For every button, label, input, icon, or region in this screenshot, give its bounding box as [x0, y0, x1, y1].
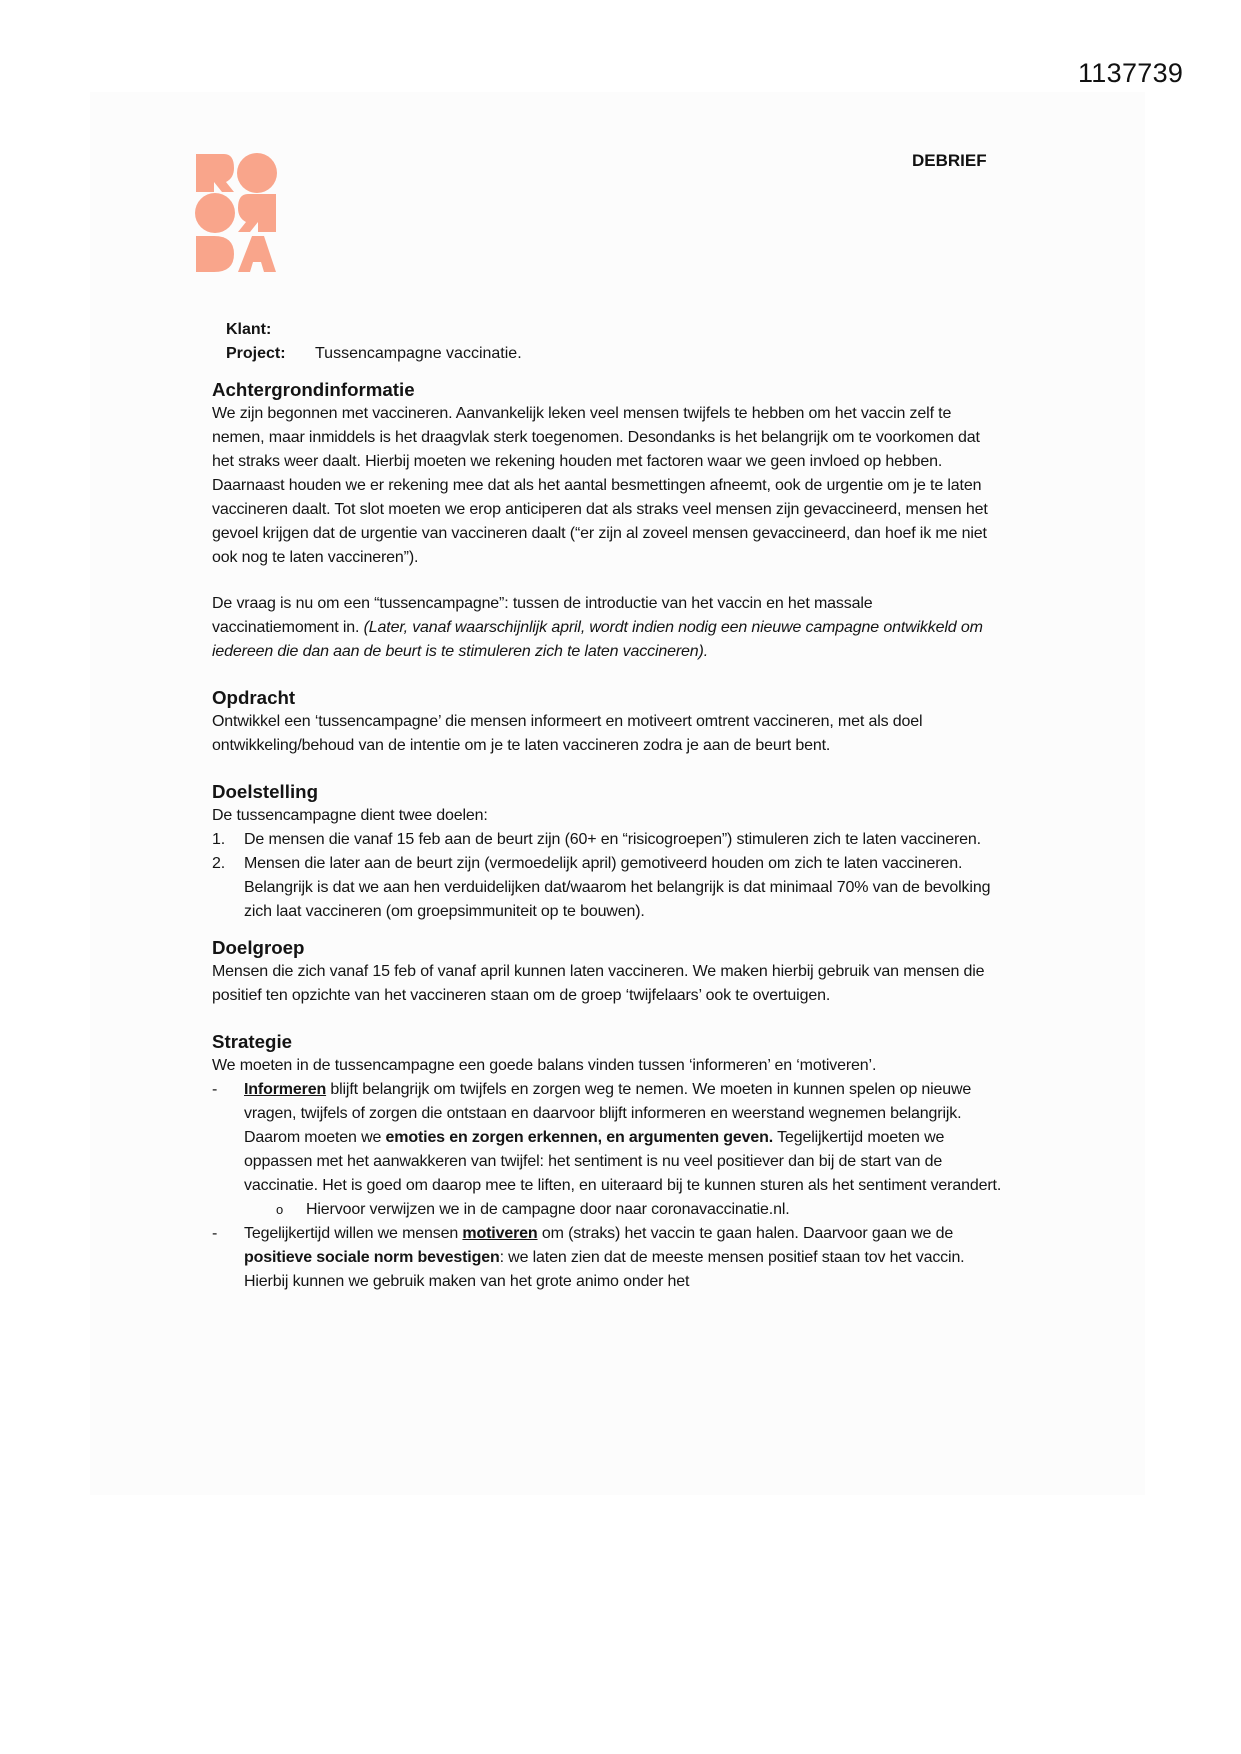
list-text: Hiervoor verwijzen we in de campagne door naar coronavaccinatie.nl.: [306, 1201, 790, 1218]
section-achtergrond: [212, 378, 1002, 664]
list-text: Mensen die later aan de beurt zijn (vermoedelijk april) gemotiveerd houden om zich te laten vaccineren. Belangrijk is dat we aan hen verduidelijken dat/waarom het belangrijk is dat minimaal 70% van de bevolking zich laat vaccineren (om groepsimmuniteit op te bouwen).: [244, 855, 991, 920]
list-number: 1.: [212, 831, 226, 848]
section-opdracht: [212, 686, 1002, 758]
project-value: Tussencampagne vaccinatie.: [315, 345, 522, 362]
keyword-underlined: motiveren: [462, 1225, 538, 1242]
section-doelstelling: [212, 780, 1002, 924]
text-bold: positieve sociale norm bevestigen: [244, 1249, 500, 1266]
circle-bullet-icon: o: [276, 1202, 284, 1217]
section-title: Doelstelling: [212, 781, 318, 802]
paragraph: [212, 592, 1002, 664]
section-title: Doelgroep: [212, 937, 305, 958]
list-text: [244, 1222, 1002, 1294]
text-normal: Tegelijkertijd willen we mensen: [244, 1225, 463, 1242]
client-label: Klant:: [226, 321, 272, 338]
section-title: Strategie: [212, 1031, 293, 1052]
paragraph: De tussencampagne dient twee doelen:: [212, 807, 488, 824]
rooda-logo-icon: [194, 152, 278, 274]
document-body: [212, 318, 1002, 1294]
text-normal: blijft belangrijk om twijfels en zorgen weg te nemen. We moeten in kunnen spelen op nieuwe vragen, twijfels of zorgen die ontstaan en daarvoor blijft informeren en weerstand wegnemen belangrijk. Daarom moeten we: [244, 1081, 972, 1146]
section-title: Opdracht: [212, 687, 296, 708]
paragraph: We moeten in de tussencampagne een goede balans vinden tussen ‘informeren’ en ‘motiveren’.: [212, 1057, 877, 1074]
text-italic: (Later, vanaf waarschijnlijk april, wordt indien nodig een nieuwe campagne ontwikkeld om iedereen die dan aan de beurt is te stimuleren zich te laten vaccineren).: [212, 619, 983, 660]
text-bold: emoties en zorgen erkennen, en argumenten geven.: [385, 1129, 774, 1146]
client-row: [226, 318, 1002, 342]
list-number: 2.: [212, 855, 226, 872]
text-normal: Tegelijkertijd moeten we oppassen met het aanwakkeren van twijfel: het sentiment is nu veel positiever dan bij de start van de vaccinatie. Het is goed om daarop mee te liften, en uiteraard bij te kunnen sturen als het sentiment verandert.: [244, 1129, 1002, 1194]
text-normal: De vraag is nu om een “tussencampagne”: tussen de introductie van het vaccin en het massale vaccinatiemoment in.: [212, 595, 873, 636]
text-normal: om (straks) het vaccin te gaan halen. Daarvoor gaan we de: [537, 1225, 954, 1242]
paragraph: We zijn begonnen met vaccineren. Aanvankelijk leken veel mensen twijfels te hebben om het vaccin zelf te nemen, maar inmiddels is het draagvlak sterk toegenomen. Desondanks is het belangrijk om te voorkomen dat het straks weer daalt. Hierbij moeten we rekening houden met factoren waar we geen invloed op hebben. Daarnaast houden we er rekening mee dat als het aantal besmettingen afneemt, ook de urgentie om je te laten vaccineren daalt. Tot slot moeten we erop anticiperen dat als straks veel mensen zijn gevaccineerd, mensen het gevoel krijgen dat de urgentie van vaccineren daalt (“er zijn al zoveel mensen gevaccineerd, dan hoef ik me niet ook nog te laten vaccineren”).: [212, 405, 988, 566]
project-row: [226, 342, 1002, 366]
dash-bullet-icon: -: [212, 1081, 218, 1098]
paragraph: Ontwikkel een ‘tussencampagne’ die mensen informeert en motiveert omtrent vaccineren, met als doel ontwikkeling/behoud van de intentie om je te laten vaccineren zodra je aan de beurt bent.: [212, 713, 923, 754]
text-normal: : we laten zien dat de meeste mensen positief staan tov het vaccin. Hierbij kunnen we gebruik maken van het grote animo onder het: [244, 1249, 965, 1290]
section-title: Achtergrondinformatie: [212, 379, 415, 400]
section-doelgroep: [212, 936, 1002, 1008]
list-text: De mensen die vanaf 15 feb aan de beurt zijn (60+ en “risicogroepen”) stimuleren zich te laten vaccineren.: [244, 831, 981, 848]
document-type-label: DEBRIEF: [912, 151, 987, 170]
paragraph: Mensen die zich vanaf 15 feb of vanaf april kunnen laten vaccineren. We maken hierbij gebruik van mensen die positief ten opzichte van het vaccineren staan om de groep ‘twijfelaars’ ook te overtuigen.: [212, 963, 985, 1004]
list-item: [212, 828, 1002, 852]
list-text: [244, 1078, 1002, 1198]
dash-bullet-icon: -: [212, 1225, 218, 1242]
document-id: 1137739: [1078, 58, 1184, 88]
list-item: [212, 1078, 1002, 1198]
project-label: Project:: [226, 345, 286, 362]
list-item: [212, 1222, 1002, 1294]
sub-list-item: [276, 1198, 1002, 1222]
list-item: [212, 852, 1002, 924]
section-strategie: [212, 1030, 1002, 1294]
keyword-underlined: Informeren: [244, 1081, 327, 1098]
meta-block: [226, 318, 1002, 366]
